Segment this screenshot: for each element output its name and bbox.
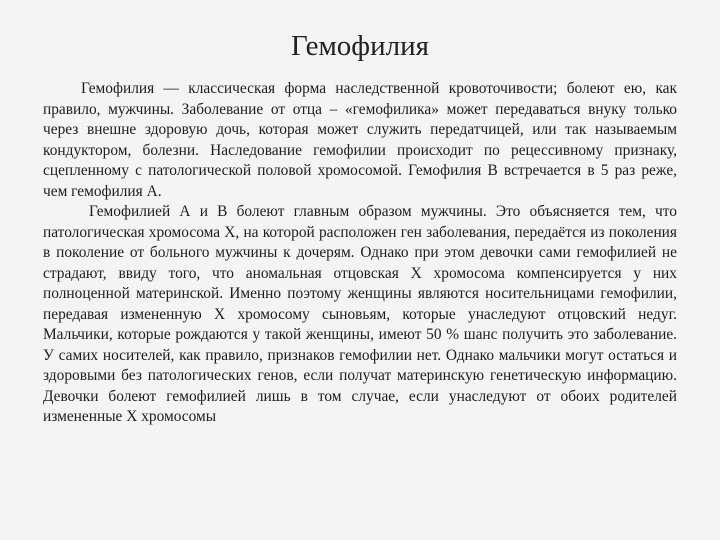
paragraph-1: Гемофилия — классическая форма наследственной кровоточивости; болеют ею, как правило, мужчины. Заболевание от отца – «гемофилика» может передаваться внуку только через внешне здоровую дочь, которая может служить передатчицей, или так называемым кондуктором, болезни. Наследование гемофилии происходит по рецессивному признаку, сцепленному с патологической половой хромосомой. Гемофилия В встречается в 5 раз реже, чем гемофилия А. (43, 80, 677, 200)
slide-body (43, 79, 677, 428)
slide-title: Гемофилия (291, 30, 429, 62)
paragraph-2: Гемофилией А и В болеют главным образом мужчины. Это объясняется тем, что патологическая хромосома X, на которой расположен ген заболевания, передаётся из поколения в поколение от больного мужчины к дочерям. Однако при этом девочки сами гемофилией не страдают, ввиду того, что аномальная отцовская X хромосома компенсируется у них полноценной материнской. Именно поэтому женщины являются носительницами гемофилии, передавая измененную X хромосому сыновьям, которые унаследуют отцовский недуг. Мальчики, которые рождаются у такой женщины, имеют 50 % шанс получить это заболевание. У самих носителей, как правило, признаков гемофилии нет. Однако мальчики могут остаться и здоровыми без патологических генов, если получат материнскую генетическую информацию. Девочки болеют гемофилией лишь в том случае, если унаследуют от обоих родителей измененные X хромосомы (43, 203, 677, 425)
